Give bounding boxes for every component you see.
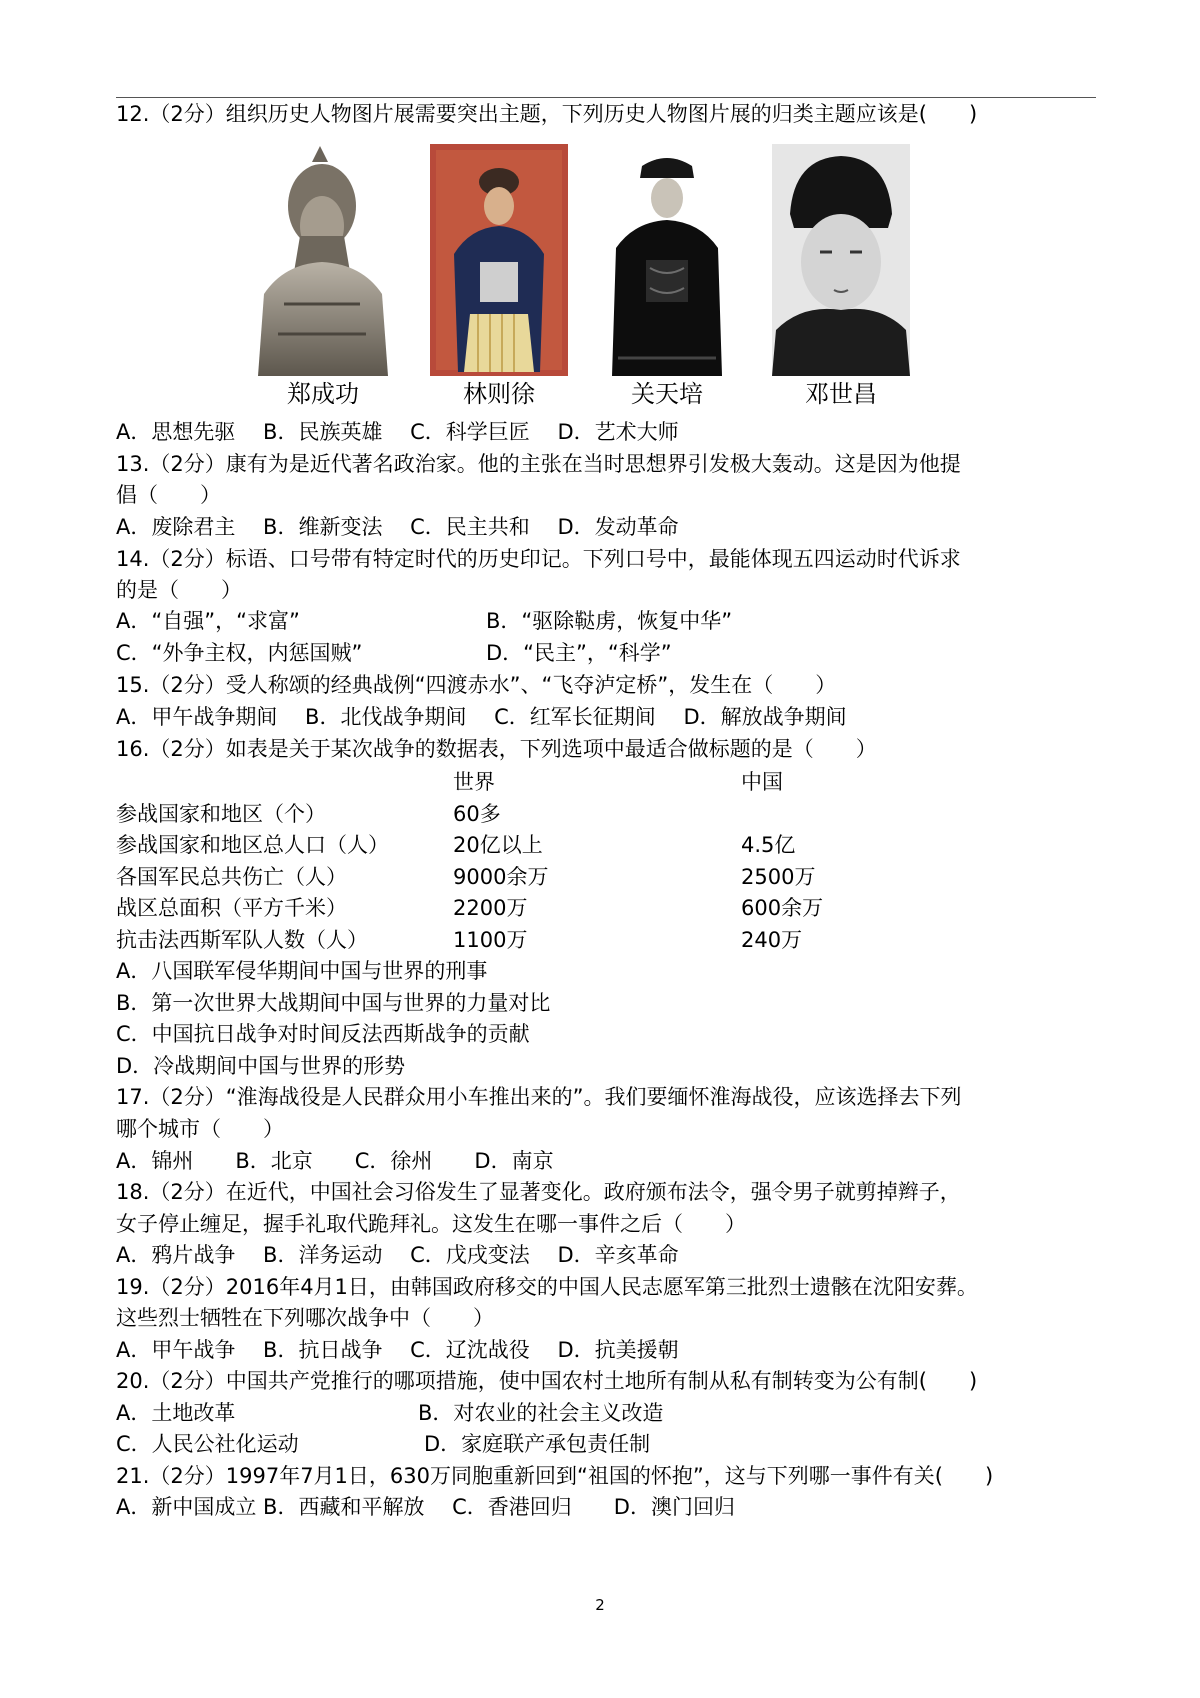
q12-stem: 12.（2分）组织历史人物图片展需要突出主题，下列历史人物图片展的归类主题应该是( ) [116, 102, 978, 126]
q20-option-a: A．土地改革 [116, 1401, 236, 1425]
q20-option-d: D．家庭联产承包责任制 [424, 1432, 651, 1456]
table-cell-china: 600余万 [741, 896, 824, 920]
q14-stem-line1: 14.（2分）标语、口号带有特定时代的历史印记。下列口号中，最能体现五四运动时代诉求 [116, 547, 961, 571]
portrait-zheng-chenggong [254, 144, 392, 376]
painting-photo [430, 144, 568, 376]
q19-options: A．甲午战争 B．抗日战争 C．辽沈战役 D．抗美援朝 [116, 1338, 679, 1362]
q15-options: A．甲午战争期间 B．北伐战争期间 C．红军长征期间 D．解放战争期间 [116, 705, 847, 729]
q16-option-d: D．冷战期间中国与世界的形势 [116, 1054, 406, 1078]
q20-stem: 20.（2分）中国共产党推行的哪项措施，使中国农村土地所有制从私有制转变为公有制( ) [116, 1369, 978, 1393]
table-cell-world: 9000余万 [453, 864, 549, 889]
portrait-photo [772, 144, 910, 376]
q13-options: A．废除君主 B．维新变法 C．民主共和 D．发动革命 [116, 515, 679, 539]
q21-options: A．新中国成立 B．西藏和平解放 C．香港回归 D．澳门回归 [116, 1495, 735, 1519]
q16-option-b: B．第一次世界大战期间中国与世界的力量对比 [116, 991, 551, 1015]
table-cell-world: 20亿以上 [453, 833, 543, 857]
q14-option-c: C．“外争主权，内惩国贼” [116, 641, 363, 665]
q14-option-a: A．“自强”，“求富” [116, 609, 300, 633]
table-cell-world: 2200万 [453, 896, 528, 920]
q16-option-a: A．八国联军侵华期间中国与世界的刑事 [116, 959, 488, 983]
q21-stem: 21.（2分）1997年7月1日，630万同胞重新回到“祖国的怀抱”，这与下列哪一事件有关( ) [116, 1464, 994, 1488]
portrait-name-2: 林则徐 [463, 380, 535, 408]
table-cell-china: 4.5亿 [741, 833, 796, 857]
table-cell-china: 2500万 [741, 864, 816, 889]
portrait-guan-tianpei [598, 144, 736, 376]
q20-option-b: B．对农业的社会主义改造 [418, 1401, 664, 1425]
table-row-label: 参战国家和地区总人口（人） [116, 833, 389, 857]
q15-stem: 15.（2分）受人称颂的经典战例“四渡赤水”、“飞夺泸定桥”，发生在（ ） [116, 673, 837, 697]
table-row-label: 战区总面积（平方千米） [116, 896, 347, 920]
q19-stem-line1: 19.（2分）2016年4月1日，由韩国政府移交的中国人民志愿军第三批烈士遗骸在沈阳安葬。 [116, 1275, 978, 1299]
header-rule [116, 97, 1096, 98]
q16-stem: 16.（2分）如表是关于某次战争的数据表，下列选项中最适合做标题的是（ ） [116, 737, 877, 761]
table-row-label: 参战国家和地区（个） [116, 801, 326, 826]
q17-options: A．锦州 B．北京 C．徐州 D．南京 [116, 1149, 554, 1173]
page-number: 2 [595, 1596, 605, 1614]
table-cell-world: 60多 [453, 801, 501, 826]
portrait-name-4: 邓世昌 [805, 380, 877, 408]
table-header-china: 中国 [741, 770, 783, 794]
portrait-photo [598, 144, 736, 376]
q12-options: A．思想先驱 B．民族英雄 C．科学巨匠 D．艺术大师 [116, 420, 679, 444]
portrait-lin-zexu [430, 144, 568, 376]
q17-stem-line2: 哪个城市（ ） [116, 1117, 284, 1141]
table-cell-world: 1100万 [453, 927, 528, 952]
table-row-label: 各国军民总共伤亡（人） [116, 864, 347, 889]
portrait-name-3: 关天培 [631, 380, 703, 408]
q13-stem-line2: 倡（ ） [116, 483, 221, 507]
q20-option-c: C．人民公社化运动 [116, 1432, 299, 1456]
portrait-name-1: 郑成功 [287, 380, 359, 408]
q14-stem-line2: 的是（ ） [116, 578, 242, 602]
table-cell-china: 240万 [741, 927, 803, 952]
q18-options: A．鸦片战争 B．洋务运动 C．戊戌变法 D．辛亥革命 [116, 1243, 679, 1267]
q13-stem-line1: 13.（2分）康有为是近代著名政治家。他的主张在当时思想界引发极大轰动。这是因为他提 [116, 452, 961, 476]
q18-stem-line2: 女子停止缠足，握手礼取代跪拜礼。这发生在哪一事件之后（ ） [116, 1212, 746, 1236]
table-row-label: 抗击法西斯军队人数（人） [116, 927, 368, 952]
q19-stem-line2: 这些烈士牺牲在下列哪次战争中（ ） [116, 1306, 494, 1330]
portrait-deng-shichang [772, 144, 910, 376]
table-header-world: 世界 [453, 770, 495, 794]
q16-option-c: C．中国抗日战争对时间反法西斯战争的贡献 [116, 1022, 530, 1046]
q18-stem-line1: 18.（2分）在近代，中国社会习俗发生了显著变化。政府颁布法令，强令男子就剪掉辫子， [116, 1180, 961, 1204]
q17-stem-line1: 17.（2分）“淮海战役是人民群众用小车推出来的”。我们要缅怀淮海战役，应该选择去下列 [116, 1085, 962, 1109]
q14-option-b: B．“驱除鞑虏，恢复中华” [486, 609, 733, 633]
q14-option-d: D．“民主”，“科学” [486, 641, 672, 665]
statue-photo [254, 144, 392, 376]
